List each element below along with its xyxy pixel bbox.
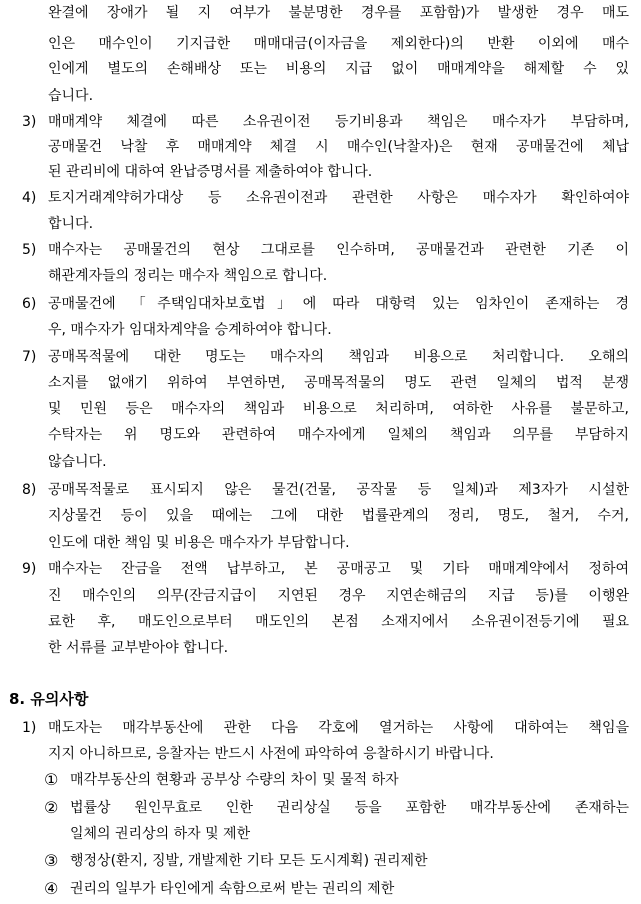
- item2-line-3: 인에게 별도의 손해배상 또는 비용의 지급 없이 매매계약을 해제할 수 있: [48, 61, 629, 77]
- item3-line-3: 된 관리비에 대하여 완납증명서를 제출하여야 합니다.: [48, 164, 373, 180]
- item8-line-3: 인도에 대한 책임 및 비용은 매수자가 부담합니다.: [48, 535, 350, 551]
- item6-line-1: 공매물건에 「주택임대차보호법」에 따라 대항력 있는 임차인이 존재하는 경: [48, 296, 629, 312]
- item5-line-2: 해관계자들의 정리는 매수자 책임으로 합니다.: [48, 268, 328, 284]
- section-heading: 8. 유의사항: [9, 690, 89, 708]
- section8-item1-line-2: 지지 아니하므로, 응찰자는 반드시 사전에 파악하여 응찰하시기 바랍니다.: [48, 746, 494, 762]
- item6-line-2: 우, 매수자가 임대차계약을 승계하여야 합니다.: [48, 322, 332, 338]
- item3-line-1: 매매계약 체결에 따른 소유권이전 등기비용과 책임은 매수자가 부담하며,: [48, 114, 629, 130]
- subitem2-line-2: 일체의 권리상의 하자 및 제한: [70, 826, 251, 842]
- item8-line-2: 지상물건 등이 있을 때에는 그에 대한 법률관계의 정리, 명도, 철거, 수거,: [48, 508, 629, 524]
- subitem4-line-1: 권리의 일부가 타인에게 속함으로써 받는 권리의 제한: [70, 881, 395, 897]
- item9-number: 9): [22, 561, 37, 577]
- item2-line-1: 완결에 장애가 될 지 여부가 불분명한 경우를 포함함)가 발생한 경우 매도: [48, 5, 629, 21]
- item2-line-2: 인은 매수인이 기지급한 매매대금(이자금을 제외한다)의 반환 이외에 매수: [48, 36, 629, 52]
- item8-number: 8): [22, 482, 37, 498]
- item3-line-2: 공매물건 낙찰 후 매매계약 체결 시 매수인(낙찰자)은 현재 공매물건에 체납: [48, 139, 629, 155]
- section8-item1-number: 1): [22, 720, 37, 736]
- item7-line-2: 소지를 없애기 위하여 부연하면, 공매목적물의 명도 관련 일체의 법적 분쟁: [48, 375, 629, 391]
- item5-number: 5): [22, 242, 37, 258]
- subitem4-marker: ④: [44, 879, 59, 898]
- item7-line-1: 공매목적물에 대한 명도는 매수자의 책임과 비용으로 처리합니다. 오해의: [48, 349, 629, 365]
- item7-line-3: 및 민원 등은 매수자의 책임과 비용으로 처리하며, 여하한 사유를 불문하고,: [48, 401, 629, 417]
- item3-number: 3): [22, 114, 37, 130]
- subitem2-marker: ②: [44, 798, 59, 817]
- item7-line-5: 않습니다.: [48, 454, 107, 470]
- item9-line-3: 료한 후, 매도인으로부터 매도인의 본점 소재지에서 소유권이전등기에 필요: [48, 614, 629, 630]
- item6-number: 6): [22, 296, 37, 312]
- item7-line-4: 수탁자는 위 명도와 관련하여 매수자에게 일체의 책임과 의무를 부담하지: [48, 427, 629, 443]
- item5-line-1: 매수자는 공매물건의 현상 그대로를 인수하며, 공매물건과 관련한 기존 이: [48, 242, 629, 258]
- item9-line-4: 한 서류를 교부받아야 합니다.: [48, 640, 229, 656]
- subitem3-marker: ③: [44, 851, 59, 870]
- item2-line-4: 습니다.: [48, 88, 94, 104]
- subitem2-line-1: 법률상 원인무효로 인한 권리상실 등을 포함한 매각부동산에 존재하는: [70, 800, 629, 816]
- subitem1-marker: ①: [44, 770, 59, 789]
- item9-line-2: 진 매수인의 의무(잔금지급이 지연된 경우 지연손해금의 지급 등)를 이행완: [48, 588, 629, 604]
- item4-line-2: 합니다.: [48, 216, 94, 232]
- item8-line-1: 공매목적물로 표시되지 않은 물건(건물, 공작물 등 일체)과 제3자가 시설한: [48, 482, 629, 498]
- subitem1-line-1: 매각부동산의 현황과 공부상 수량의 차이 및 물적 하자: [70, 772, 399, 788]
- item4-line-1: 토지거래계약허가대상 등 소유권이전과 관련한 사항은 매수자가 확인하여야: [48, 190, 629, 206]
- subitem3-line-1: 행정상(환지, 징발, 개발제한 기타 모든 도시계획) 권리제한: [70, 853, 428, 869]
- item7-number: 7): [22, 349, 37, 365]
- item4-number: 4): [22, 190, 37, 206]
- section8-item1-line-1: 매도자는 매각부동산에 관한 다음 각호에 열거하는 사항에 대하여는 책임을: [48, 720, 629, 736]
- item9-line-1: 매수자는 잔금을 전액 납부하고, 본 공매공고 및 기타 매매계약에서 정하여: [48, 561, 629, 577]
